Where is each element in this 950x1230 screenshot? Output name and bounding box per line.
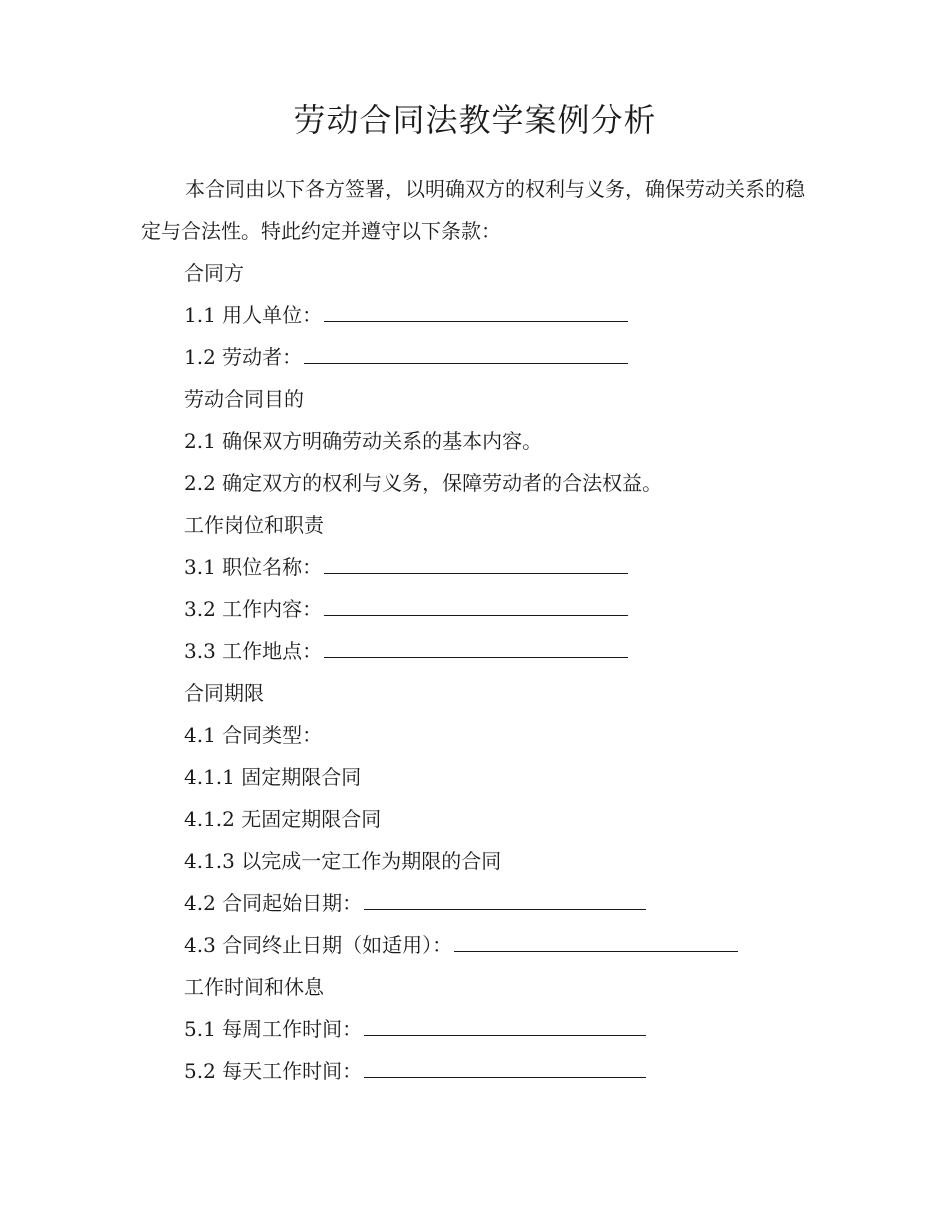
clause-text: 4.1 合同类型： (184, 723, 323, 747)
clause-line (184, 546, 824, 588)
clause-text: 工作时间和休息 (184, 975, 324, 999)
clause-line (184, 252, 824, 294)
clause-line (184, 924, 824, 966)
clause-line (184, 672, 824, 714)
clause-text: 合同期限 (184, 681, 264, 705)
clause-line (184, 336, 824, 378)
fill-in-blank[interactable] (454, 950, 738, 952)
fill-in-blank[interactable] (324, 572, 628, 574)
clause-text: 劳动合同目的 (184, 387, 304, 411)
fill-in-blank[interactable] (304, 362, 628, 364)
clause-line (184, 798, 824, 840)
clause-line (184, 840, 824, 882)
fill-in-blank[interactable] (364, 1076, 646, 1078)
clause-text: 2.2 确定双方的权利与义务，保障劳动者的合法权益。 (184, 471, 663, 495)
clause-text: 2.1 确保双方明确劳动关系的基本内容。 (184, 429, 543, 453)
clause-line (184, 882, 824, 924)
clause-line (184, 504, 824, 546)
clause-text: 1.2 劳动者： (184, 345, 303, 369)
clause-list (184, 252, 824, 1092)
clause-line (184, 756, 824, 798)
clause-line (184, 588, 824, 630)
fill-in-blank[interactable] (324, 656, 628, 658)
fill-in-blank[interactable] (364, 1034, 646, 1036)
document-title: 劳动合同法教学案例分析 (293, 101, 657, 139)
clause-line (184, 714, 824, 756)
clause-text: 4.1.2 无固定期限合同 (184, 807, 382, 831)
clause-text: 3.2 工作内容： (184, 597, 323, 621)
clause-text: 3.1 职位名称： (184, 555, 323, 579)
clause-text: 工作岗位和职责 (184, 513, 324, 537)
clause-text: 5.1 每周工作时间： (184, 1017, 363, 1041)
clause-text: 3.3 工作地点： (184, 639, 323, 663)
clause-line (184, 966, 824, 1008)
clause-text: 1.1 用人单位： (184, 303, 323, 327)
clause-line (184, 1008, 824, 1050)
fill-in-blank[interactable] (324, 320, 628, 322)
clause-line (184, 1050, 824, 1092)
clause-text: 4.1.1 固定期限合同 (184, 765, 362, 789)
clause-line (184, 294, 824, 336)
intro-paragraph: 本合同由以下各方签署，以明确双方的权利与义务，确保劳动关系的稳定与合法性。特此约定并遵守以下条款： (141, 177, 805, 243)
clause-text: 4.1.3 以完成一定工作为期限的合同 (184, 849, 502, 873)
clause-line (184, 462, 824, 504)
fill-in-blank[interactable] (324, 614, 628, 616)
clause-line (184, 630, 824, 672)
clause-line (184, 378, 824, 420)
clause-line (184, 420, 824, 462)
clause-text: 4.3 合同终止日期（如适用）： (184, 933, 453, 957)
fill-in-blank[interactable] (364, 908, 646, 910)
clause-text: 5.2 每天工作时间： (184, 1059, 363, 1083)
clause-text: 4.2 合同起始日期： (184, 891, 363, 915)
clause-text: 合同方 (184, 261, 244, 285)
